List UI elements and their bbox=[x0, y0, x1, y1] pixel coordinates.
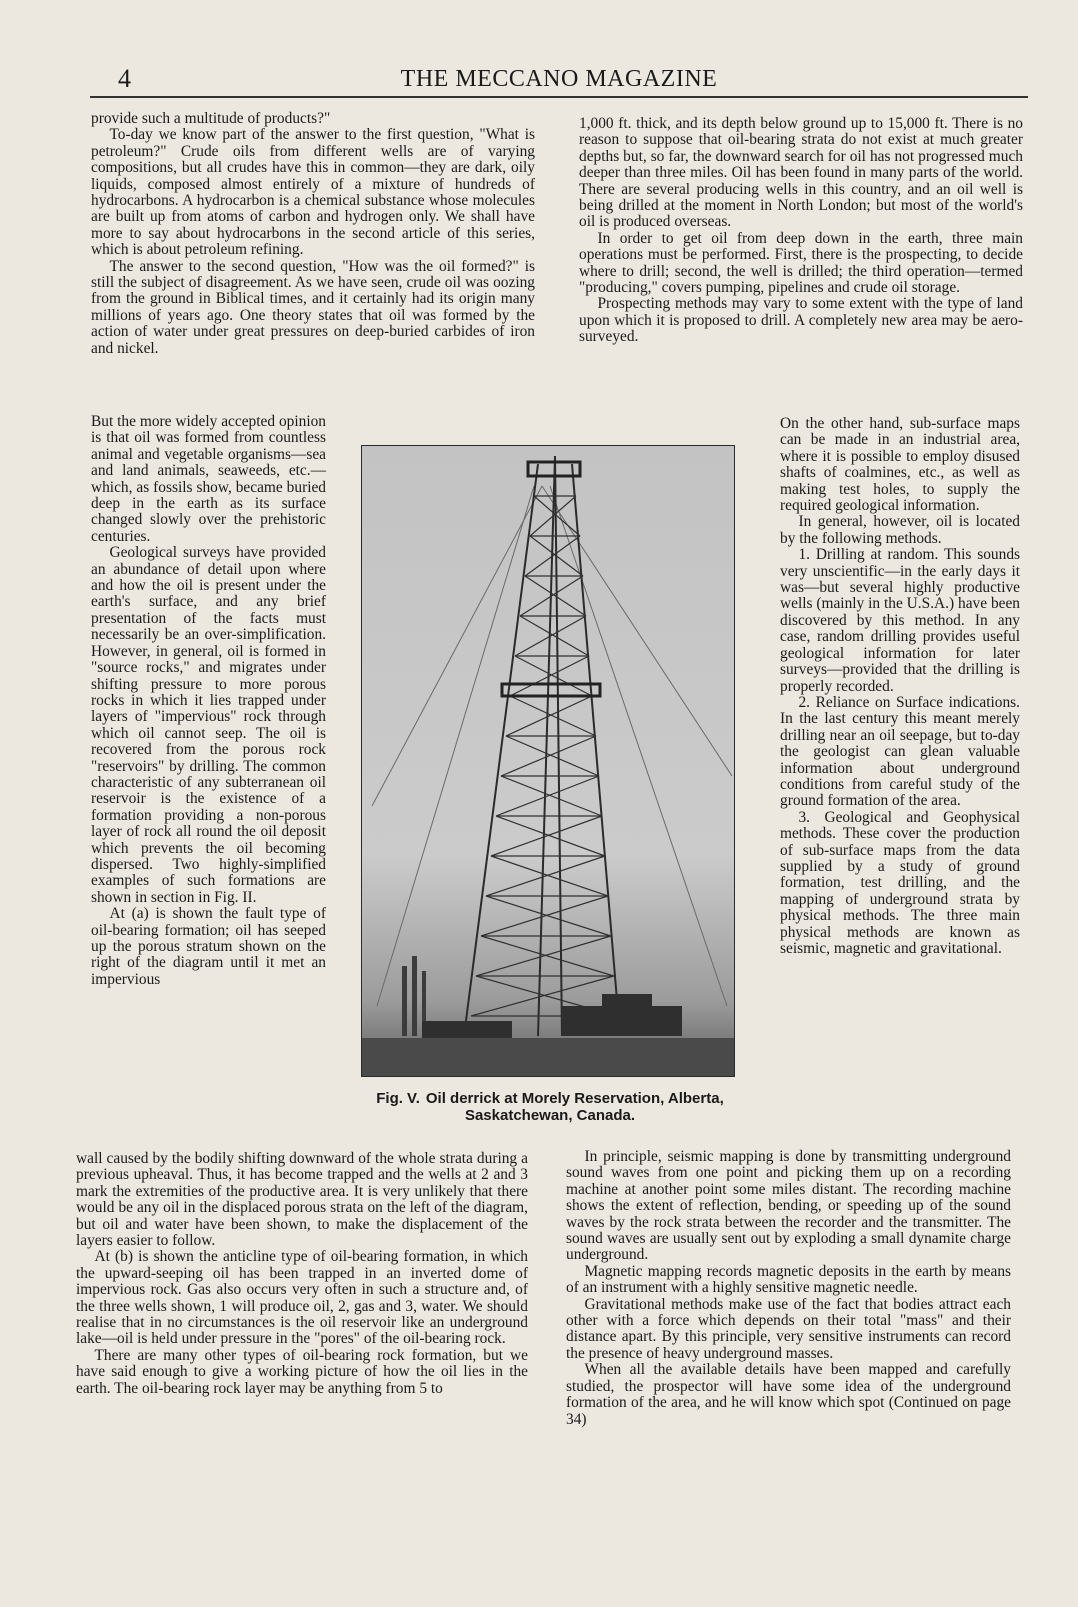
paragraph: In principle, seismic mapping is done by transmitting underground sound waves from one point and picking them up on a recording machine at another point some miles distant. The recording machine shows the extent of reflection, bending, or speeding up of the sound waves by the rock strata between the recorder and the transmitter. The sound waves are usually sent out by exploding a small dynamite charge underground. bbox=[566, 1148, 1011, 1264]
page-header bbox=[90, 62, 1028, 98]
paragraph: At (a) is shown the fault type of oil-bearing formation; oil has seeped up the porous stratum shown on the right of the diagram until it met an impervious bbox=[91, 905, 326, 988]
paragraph: When all the available details have been mapped and carefully studied, the prospector will have some idea of the underground formation of the area, and he will know which spot (Continued on page 34) bbox=[566, 1361, 1011, 1428]
right-column-top bbox=[579, 116, 1023, 346]
derrick-photo bbox=[361, 445, 735, 1077]
magazine-title: THE MECCANO MAGAZINE bbox=[400, 66, 718, 92]
paragraph: Geological surveys have provided an abundance of detail upon where and how the oil is present under the earth's surface, and any brief presentation of the facts must necessarily be an over-simplification. However, in general, oil is formed in "source rocks," and migrates under shifting pressure to more porous rocks in which it lies trapped under layers of "impervious" rock through which oil cannot seep. The oil is recovered from the porous rock "reservoirs" by drilling. The common characteristic of any subterranean oil reservoir is the existence of a formation providing a non-porous layer of rock all round the oil deposit which prevents the oil becoming dispersed. Two highly-simplified examples of such formations are shown in section in Fig. II. bbox=[91, 544, 326, 906]
paragraph: At (b) is shown the anticline type of oil-bearing formation, in which the upward-seeping oil has been trapped in an inverted dome of impervious rock. Gas also occurs very often in such a structure and, of the three wells shown, 1 will produce oil, 2, gas and 3, water. We should realise that in no circumstances is the oil reservoir like an underground lake—oil is held under pressure in the "pores" of the oil-bearing rock. bbox=[76, 1248, 528, 1348]
paragraph: In general, however, oil is located by the following methods. bbox=[780, 513, 1020, 547]
paragraph: There are many other types of oil-bearing rock formation, but we have said enough to give a working picture of how the oil lies in the earth. The oil-bearing rock layer may be anything from 5 to bbox=[76, 1346, 528, 1397]
paragraph: 3. Geological and Geophysical methods. These cover the production of sub-surface maps from the data supplied by a study of ground formation, test drilling, and the mapping of underground strata by physical methods. The three main physical methods are known as seismic, magnetic and gravitational. bbox=[780, 808, 1020, 957]
paragraph: The answer to the second question, "How was the oil formed?" is still the subject of disagreement. As we have seen, crude oil was oozing from the ground in Biblical times, and it certainly had its origin many millions of years ago. One theory states that oil was formed by the action of water under great pressures on deep-buried carbides of iron and nickel. bbox=[91, 257, 535, 357]
paragraph: In order to get oil from deep down in the earth, three main operations must be performed. First, there is the prospecting, to decide where to drill; second, the well is drilled; the third operation—termed "producing," covers pumping, pipelines and crude oil storage. bbox=[579, 229, 1023, 297]
paragraph: Prospecting methods may vary to some extent with the type of land upon which it is proposed to drill. A completely new area may be aero-surveyed. bbox=[579, 295, 1023, 346]
figure-caption bbox=[335, 1090, 765, 1124]
page-number: 4 bbox=[118, 64, 131, 93]
right-column-bottom bbox=[566, 1149, 1011, 1428]
figure-label: Fig. V. bbox=[376, 1090, 420, 1107]
paragraph: 1,000 ft. thick, and its depth below ground up to 15,000 ft. There is no reason to suppose that oil-bearing strata do not exist at much greater depths but, so far, the downward search for oil has not progressed much deeper than three miles. Oil has been found in many parts of the world. There are several producing wells in this country, and an oil well is being drilled at the moment in North London; but most of the world's oil is produced overseas. bbox=[579, 115, 1023, 231]
paragraph: Magnetic mapping records magnetic deposits in the earth by means of an instrument with a highly sensitive magnetic needle. bbox=[566, 1262, 1011, 1297]
paragraph: 1. Drilling at random. This sounds very unscientific—in the early days it was—but several highly productive wells (mainly in the U.S.A.) have been discovered by this method. In any case, random drilling provides useful geological information for later surveys—provided that the drilling is properly recorded. bbox=[780, 546, 1020, 695]
figure-caption-text: Oil derrick at Morely Reservation, Alberta, Saskatchewan, Canada. bbox=[425, 1090, 724, 1124]
paragraph: wall caused by the bodily shifting downward of the whole strata during a previous upheaval. Thus, it has become trapped and the wells at 2 and 3 mark the extremities of the productive area. It is very unlikely that there would be any oil in the displaced porous strata on the left of the diagram, but oil and water have been shown, to make the displacement of the layers easier to follow. bbox=[76, 1150, 528, 1250]
figure-oil-derrick bbox=[361, 445, 735, 1077]
paragraph: But the more widely accepted opinion is that oil was formed from countless animal and vegetable organisms—sea and land animals, seaweeds, etc.—which, as fossils show, became buried deep in the earth as its surface changed slowly over the prehistoric centuries. bbox=[91, 413, 326, 545]
left-column-top bbox=[91, 111, 535, 357]
paragraph: On the other hand, sub-surface maps can be made in an industrial area, where it is possible to employ disused shafts of coalmines, etc., as well as making test holes, to supply the required geological information. bbox=[780, 415, 1020, 515]
right-column-narrow bbox=[780, 416, 1020, 957]
left-column-narrow bbox=[91, 414, 326, 988]
left-column-bottom bbox=[76, 1151, 528, 1397]
paragraph: provide such a multitude of products?" bbox=[91, 110, 331, 127]
paragraph: 2. Reliance on Surface indications. In the last century this meant merely drilling near an oil seepage, but to-day the geologist can glean valuable information about underground conditions from careful study of the ground formation of the area. bbox=[780, 693, 1020, 810]
paragraph: Gravitational methods make use of the fact that bodies attract each other with a force which depends on their total "mass" and their distance apart. By this principle, very sensitive instruments can record the presence of heavy underground masses. bbox=[566, 1295, 1011, 1362]
oil-derrick-illustration bbox=[362, 446, 734, 1076]
paragraph: To-day we know part of the answer to the first question, "What is petroleum?" Crude oils from different wells are of varying compositions, but all crudes have this in common—they are dark, oily liquids, composed almost entirely of a mixture of hundreds of hydrocarbons. A hydrocarbon is a chemical substance whose molecules are built up from atoms of carbon and hydrogen only. We shall have more to say about hydrocarbons in the second article of this series, which is about petroleum refining. bbox=[91, 126, 535, 259]
